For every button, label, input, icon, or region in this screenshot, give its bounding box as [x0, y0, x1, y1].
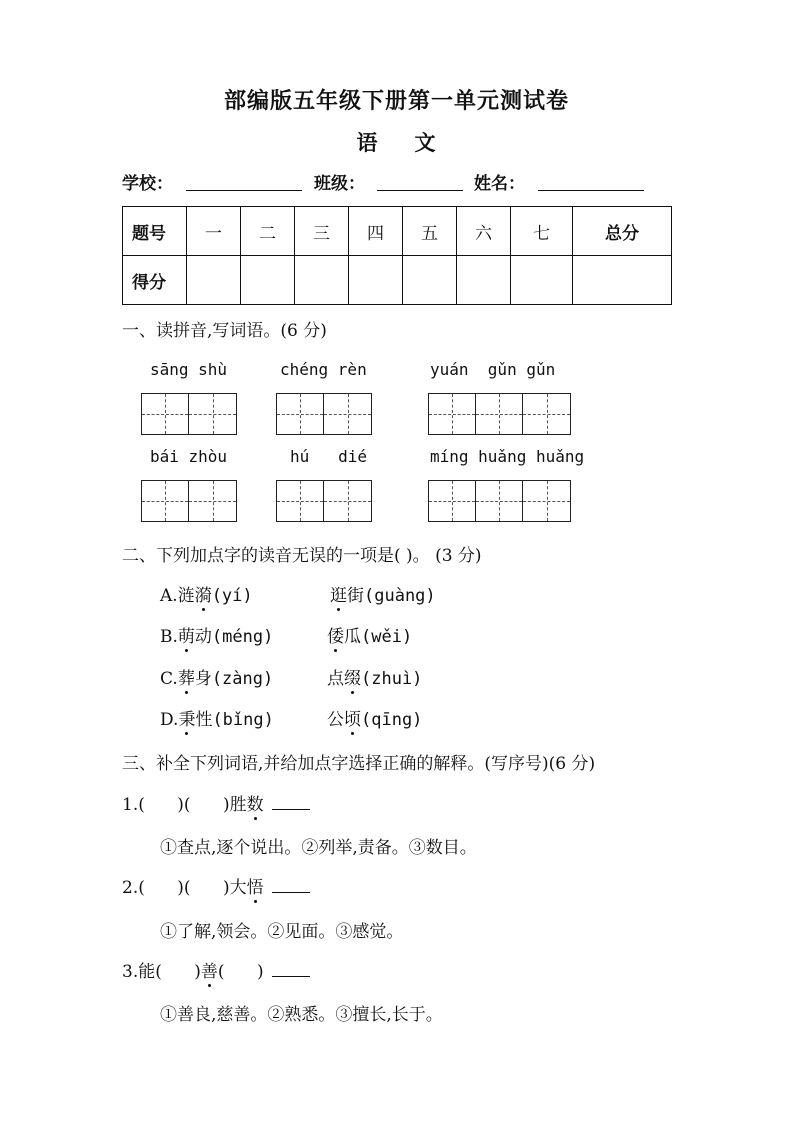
- subject-char-1: 语: [356, 130, 379, 155]
- writing-cell[interactable]: [429, 481, 476, 521]
- dotted-char: 萌: [178, 622, 195, 647]
- answer-blank[interactable]: [272, 795, 310, 810]
- question-number-label: 题号: [123, 207, 187, 256]
- dotted-char: 逛: [330, 581, 347, 606]
- column-header: 一: [187, 207, 241, 256]
- answer-blank[interactable]: [272, 878, 310, 893]
- page-title: 部编版五年级下册第一单元测试卷: [223, 88, 569, 114]
- q3-item-3-meanings: ①善良,慈善。②熟悉。③擅长,长于。: [160, 1005, 443, 1025]
- word-text: 性: [195, 710, 213, 730]
- q3-item-3: [122, 957, 310, 982]
- school-field[interactable]: [186, 190, 302, 191]
- pinyin-text: (bǐng): [212, 710, 274, 730]
- writing-cell[interactable]: [523, 394, 570, 434]
- column-header: 四: [349, 207, 403, 256]
- writing-grid[interactable]: [428, 480, 571, 522]
- writing-grid[interactable]: [141, 393, 237, 435]
- word-text: ( ): [217, 962, 264, 982]
- option-b-word-2: [327, 622, 412, 647]
- writing-cell[interactable]: [324, 394, 371, 434]
- dotted-char: 漪: [195, 581, 212, 606]
- pinyin-text: (zhuì): [361, 669, 423, 689]
- pinyin-label: yuán gǔn gǔn: [430, 360, 556, 379]
- writing-grid[interactable]: [276, 480, 372, 522]
- dotted-char: 缀: [344, 664, 361, 689]
- word-text: 街: [347, 586, 364, 606]
- score-table-header-row: [123, 207, 672, 256]
- dotted-char: 倭: [327, 622, 344, 647]
- pinyin-text: (wěi): [361, 627, 413, 647]
- score-cell[interactable]: [295, 256, 349, 305]
- word-text: 身: [194, 669, 212, 689]
- pinyin-text: (qīng): [361, 710, 423, 730]
- word-text: 点: [327, 669, 344, 689]
- score-cell[interactable]: [349, 256, 403, 305]
- school-label: 学校：: [122, 174, 173, 194]
- option-c-word-2: [327, 664, 422, 689]
- item-prefix: 3.能( ): [122, 962, 201, 982]
- score-label: 得分: [123, 256, 187, 305]
- writing-cell[interactable]: [476, 481, 523, 521]
- total-score-header: 总分: [573, 207, 672, 256]
- q3-item-1-meanings: ①查点,逐个说出。②列举,责备。③数目。: [160, 838, 477, 858]
- writing-cell[interactable]: [277, 394, 324, 434]
- pinyin-label: míng huǎng huǎng: [430, 447, 585, 466]
- column-header: 二: [241, 207, 295, 256]
- column-header: 五: [403, 207, 457, 256]
- writing-grid[interactable]: [276, 393, 372, 435]
- score-cell[interactable]: [187, 256, 241, 305]
- score-table: [122, 206, 672, 305]
- item-prefix: 2.( )( ): [122, 878, 230, 898]
- class-label: 班级：: [314, 174, 365, 194]
- column-header: 三: [295, 207, 349, 256]
- writing-grid[interactable]: [141, 480, 237, 522]
- name-field[interactable]: [538, 190, 644, 191]
- option-a[interactable]: [160, 581, 253, 606]
- writing-grid[interactable]: [428, 393, 571, 435]
- item-prefix: 1.( )( ): [122, 795, 230, 815]
- q3-item-2-meanings: ①了解,领会。②见面。③感觉。: [160, 922, 404, 942]
- option-letter: B.: [160, 627, 178, 647]
- option-d[interactable]: [160, 705, 274, 730]
- q3-heading: 三、补全下列词语,并给加点字选择正确的解释。(写序号)(6 分): [122, 754, 596, 774]
- option-letter: C.: [160, 669, 178, 689]
- dotted-char: 葬: [178, 664, 195, 689]
- dotted-char: 悟: [247, 873, 264, 898]
- q1-heading: 一、读拼音,写词语。(6 分): [122, 321, 327, 341]
- dotted-char: 秉: [178, 705, 195, 730]
- subject-title: [0, 127, 793, 157]
- class-field[interactable]: [377, 190, 463, 191]
- option-d-word-2: [327, 705, 422, 730]
- pinyin-text: (zàng): [211, 669, 274, 689]
- pinyin-text: (yí): [211, 586, 253, 606]
- q3-item-2: [122, 873, 310, 898]
- pinyin-label: bái zhòu: [150, 447, 228, 466]
- answer-blank[interactable]: [272, 962, 310, 977]
- dotted-char: 善: [201, 957, 218, 982]
- score-cell[interactable]: [403, 256, 457, 305]
- writing-cell[interactable]: [324, 481, 371, 521]
- subject-char-2: 文: [414, 130, 437, 155]
- q2-heading: 二、下列加点字的读音无误的一项是( )。 (3 分): [122, 546, 482, 566]
- score-cell[interactable]: [241, 256, 295, 305]
- writing-cell[interactable]: [429, 394, 476, 434]
- option-b[interactable]: [160, 622, 273, 647]
- word-text: 公: [327, 710, 344, 730]
- option-c[interactable]: [160, 664, 273, 689]
- column-header: 六: [457, 207, 511, 256]
- score-table-score-row: [123, 256, 672, 305]
- column-header: 七: [511, 207, 573, 256]
- pinyin-label: sāng shù: [150, 360, 228, 379]
- option-letter: A.: [160, 586, 178, 606]
- writing-cell[interactable]: [142, 481, 189, 521]
- word-text: 胜: [229, 795, 247, 815]
- dotted-char: 顷: [344, 705, 361, 730]
- total-score-cell[interactable]: [573, 256, 672, 305]
- word-text: 大: [229, 878, 247, 898]
- pinyin-label: hú dié: [290, 447, 368, 466]
- word-text: 瓜: [344, 627, 361, 647]
- writing-cell[interactable]: [189, 394, 236, 434]
- word-text: 动: [194, 627, 212, 647]
- writing-cell[interactable]: [476, 394, 523, 434]
- pinyin-label: chéng rèn: [280, 360, 367, 379]
- q3-item-1: [122, 790, 310, 815]
- pinyin-text: (guàng): [364, 586, 436, 606]
- option-letter: D.: [160, 710, 179, 730]
- writing-cell[interactable]: [277, 481, 324, 521]
- pinyin-text: (méng): [211, 627, 274, 647]
- score-cell[interactable]: [457, 256, 511, 305]
- writing-cell[interactable]: [523, 481, 570, 521]
- score-cell[interactable]: [511, 256, 573, 305]
- dotted-char: 数: [247, 790, 264, 815]
- word-text: 涟: [177, 586, 195, 606]
- writing-cell[interactable]: [189, 481, 236, 521]
- option-a-word-2: [330, 581, 436, 606]
- name-label: 姓名：: [474, 174, 525, 194]
- writing-cell[interactable]: [142, 394, 189, 434]
